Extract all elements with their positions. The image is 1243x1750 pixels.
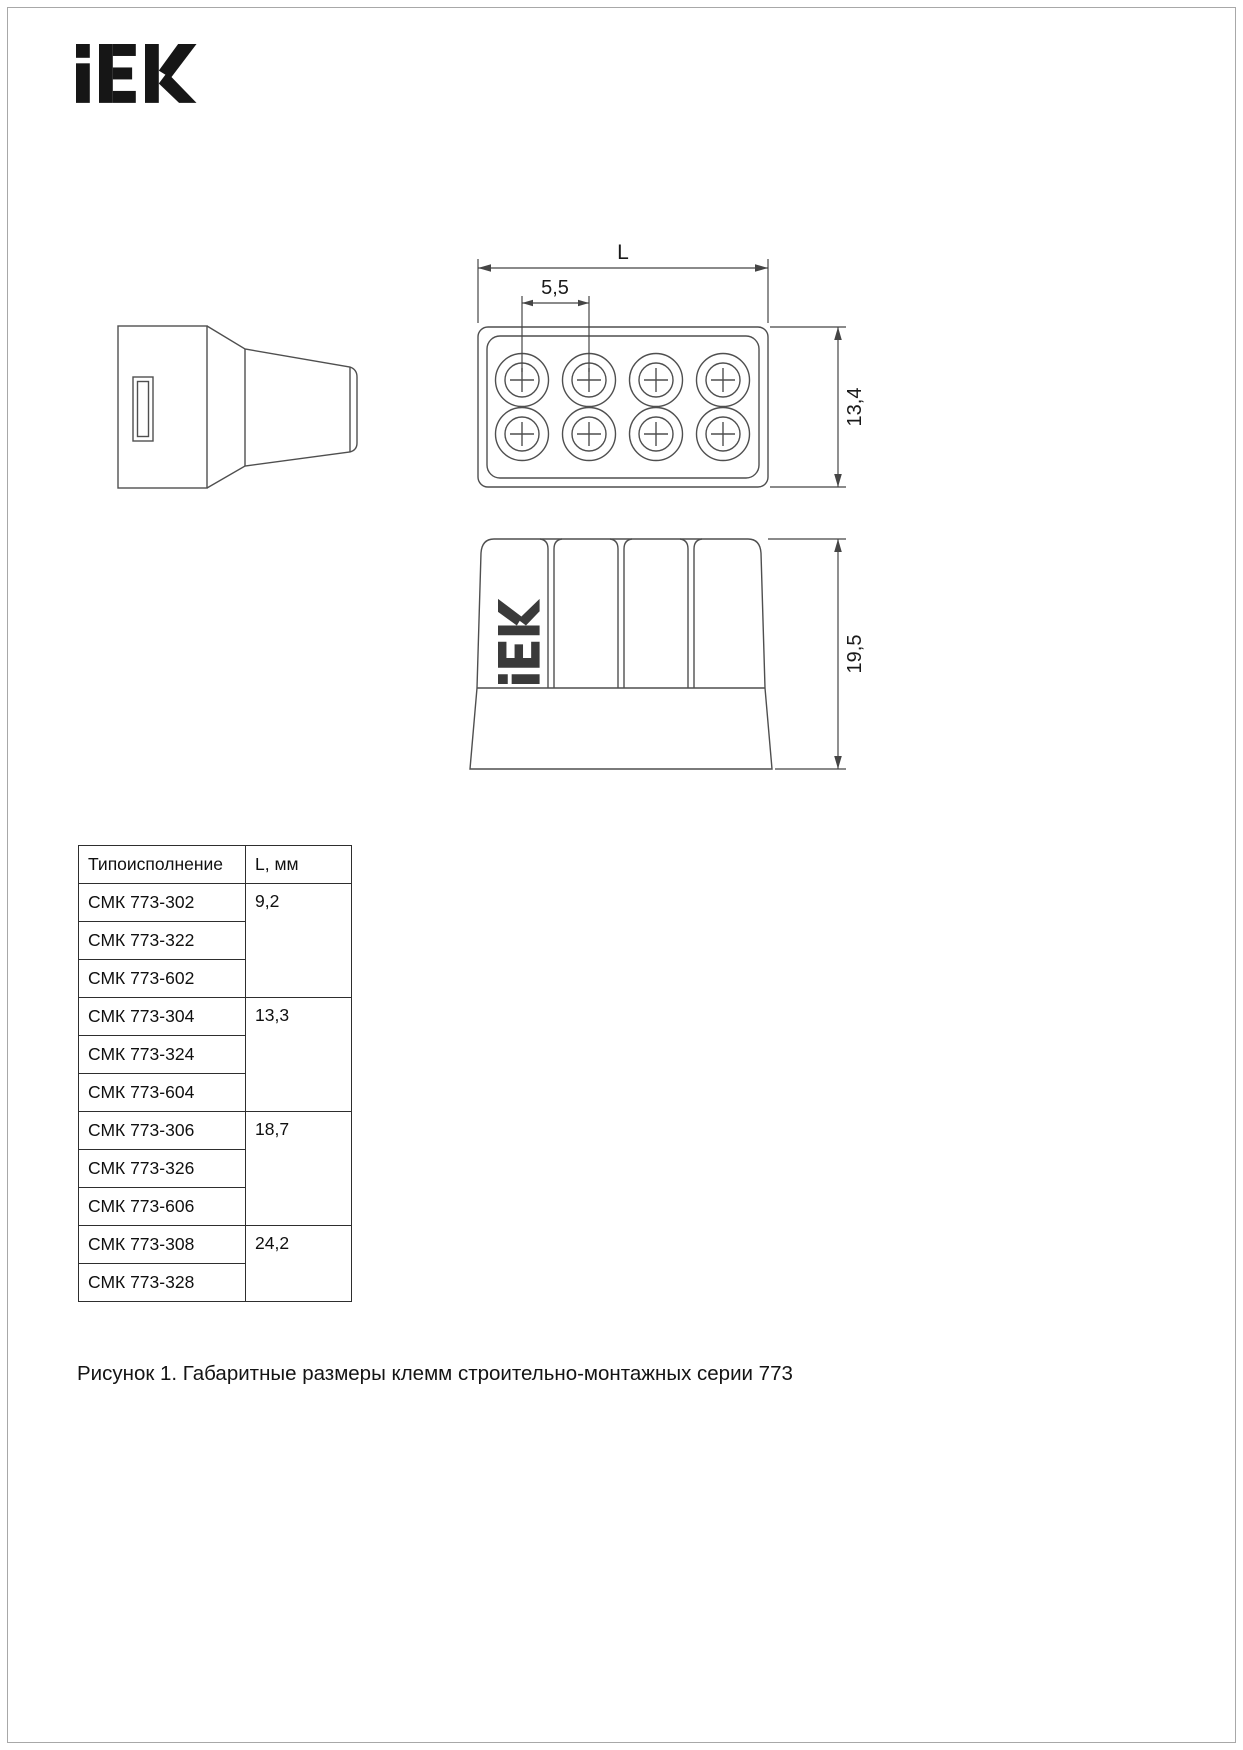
model-cell: СМК 773-326 <box>79 1150 246 1188</box>
dim-pitch-label: 5,5 <box>541 277 569 299</box>
side-view-drawing <box>118 326 357 488</box>
dim-width-label: 13,4 <box>844 387 866 427</box>
side-view-slot <box>133 377 153 441</box>
length-cell: 13,3 <box>246 998 352 1112</box>
wire-hole <box>630 354 683 407</box>
table-row <box>79 1226 352 1264</box>
wire-hole <box>630 408 683 461</box>
dimension-pitch <box>522 277 589 372</box>
table-row <box>79 1112 352 1150</box>
iek-embossed-logo <box>498 599 540 684</box>
model-cell: СМК 773-602 <box>79 960 246 998</box>
header-cell-type: Типоисполнение <box>79 846 246 884</box>
wire-hole <box>697 408 750 461</box>
dimension-width <box>770 327 866 487</box>
model-cell: СМК 773-304 <box>79 998 246 1036</box>
dim-length-label: L <box>617 241 629 264</box>
dimension-height <box>768 539 866 769</box>
model-cell: СМК 773-302 <box>79 884 246 922</box>
length-cell: 18,7 <box>246 1112 352 1226</box>
model-cell: СМК 773-306 <box>79 1112 246 1150</box>
model-cell: СМК 773-324 <box>79 1036 246 1074</box>
model-cell: СМК 773-606 <box>79 1188 246 1226</box>
wire-hole <box>496 408 549 461</box>
iek-logo <box>76 44 197 103</box>
model-cell: СМК 773-308 <box>79 1226 246 1264</box>
header-cell-length: L, мм <box>246 846 352 884</box>
dim-height-label: 19,5 <box>844 634 866 674</box>
model-cell: СМК 773-328 <box>79 1264 246 1302</box>
figure-caption: Рисунок 1. Габаритные размеры клемм строительно-монтажных серии 773 <box>77 1362 793 1385</box>
front-view-drawing <box>470 539 772 769</box>
length-cell: 9,2 <box>246 884 352 998</box>
length-cell: 24,2 <box>246 1226 352 1302</box>
model-cell: СМК 773-322 <box>79 922 246 960</box>
model-cell: СМК 773-604 <box>79 1074 246 1112</box>
wire-hole <box>697 354 750 407</box>
table-row <box>79 884 352 922</box>
models-table <box>78 845 352 1302</box>
table-header-row <box>79 846 352 884</box>
table-row <box>79 998 352 1036</box>
wire-hole <box>563 408 616 461</box>
